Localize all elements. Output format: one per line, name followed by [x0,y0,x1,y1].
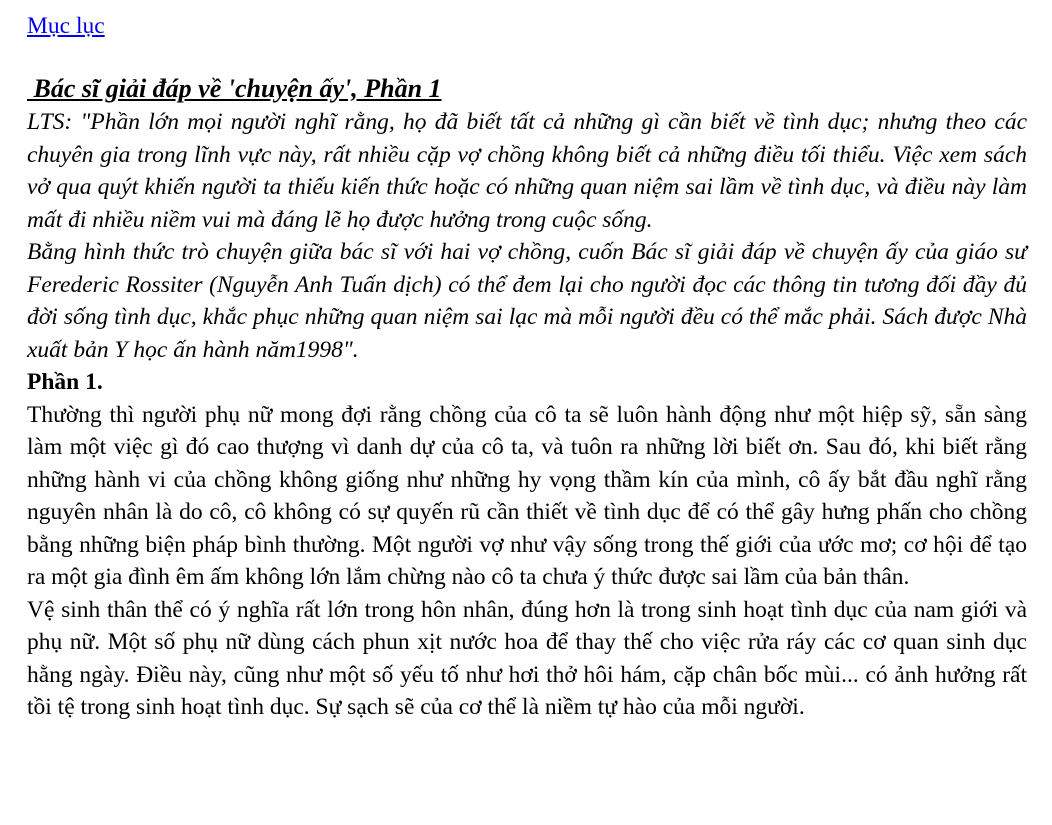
body-paragraph-2: Vệ sinh thân thể có ý nghĩa rất lớn trong hôn nhân, đúng hơn là trong sinh hoạt tình dục của nam giới và phụ nữ. Một số phụ nữ dùng cách phun xịt nước hoa để thay thế cho việc rửa ráy các cơ quan sinh dục hằng ngày. Điều này, cũng như một số yếu tố như hơi thở hôi hám, cặp chân bốc mùi... có ảnh hưởng rất tồi tệ trong sinh hoạt tình dục. Sự sạch sẽ của cơ thể là niềm tự hào của mỗi người. [27,596,1027,720]
lede-paragraph-1: LTS: "Phần lớn mọi người nghĩ rằng, họ đã biết tất cả những gì cần biết về tình dục; nhưng theo các chuyên gia trong lĩnh vực này, rất nhiều cặp vợ chồng không biết cả những điều tối thiểu. Việc xem sách vở qua quýt khiến người ta thiếu kiến thức hoặc có những quan niệm sai lầm về tình dục, và điều này làm mất đi nhiều niềm vui mà đáng lẽ họ được hưởng trong cuộc sống. [27,109,1027,233]
body-paragraph-1: Thường thì người phụ nữ mong đợi rằng chồng của cô ta sẽ luôn hành động như một hiệp sỹ, sẵn sàng làm một việc gì đó cao thượng vì danh dự của cô ta, và tuôn ra những lời biết ơn. Sau đó, khi biết rằng những hành vi của chồng không giống như những hy vọng thầm kín của mình, cô ấy bắt đầu nghĩ rằng nguyên nhân là do cô, cô không có sự quyến rũ cần thiết về tình dục để có thể gây hưng phấn cho chồng bằng những biện pháp bình thường. Một người vợ như vậy sống trong thế giới của ước mơ; cơ hội để tạo ra một gia đình êm ấm không lớn lắm chừng nào cô ta chưa ý thức được sai lầm của bản thân. [27,401,1027,590]
toc-link[interactable]: Mục lục [27,13,105,39]
spacer [27,42,1027,72]
section-heading: Phần 1. [27,369,103,395]
article-title: Bác sĩ giải đáp về 'chuyện ấy', Phần 1 [27,74,442,103]
lede-paragraph-2: Bằng hình thức trò chuyện giữa bác sĩ với hai vợ chồng, cuốn Bác sĩ giải đáp về chuyện ấy của giáo sư Ferederic Rossiter (Nguyễn Anh Tuấn dịch) có thể đem lại cho người đọc các thông tin tương đối đầy đủ đời sống tình dục, khắc phục những quan niệm sai lạc mà mỗi người đều có thể mắc phải. Sách được Nhà xuất bản Y học ấn hành năm1998". [27,239,1027,363]
